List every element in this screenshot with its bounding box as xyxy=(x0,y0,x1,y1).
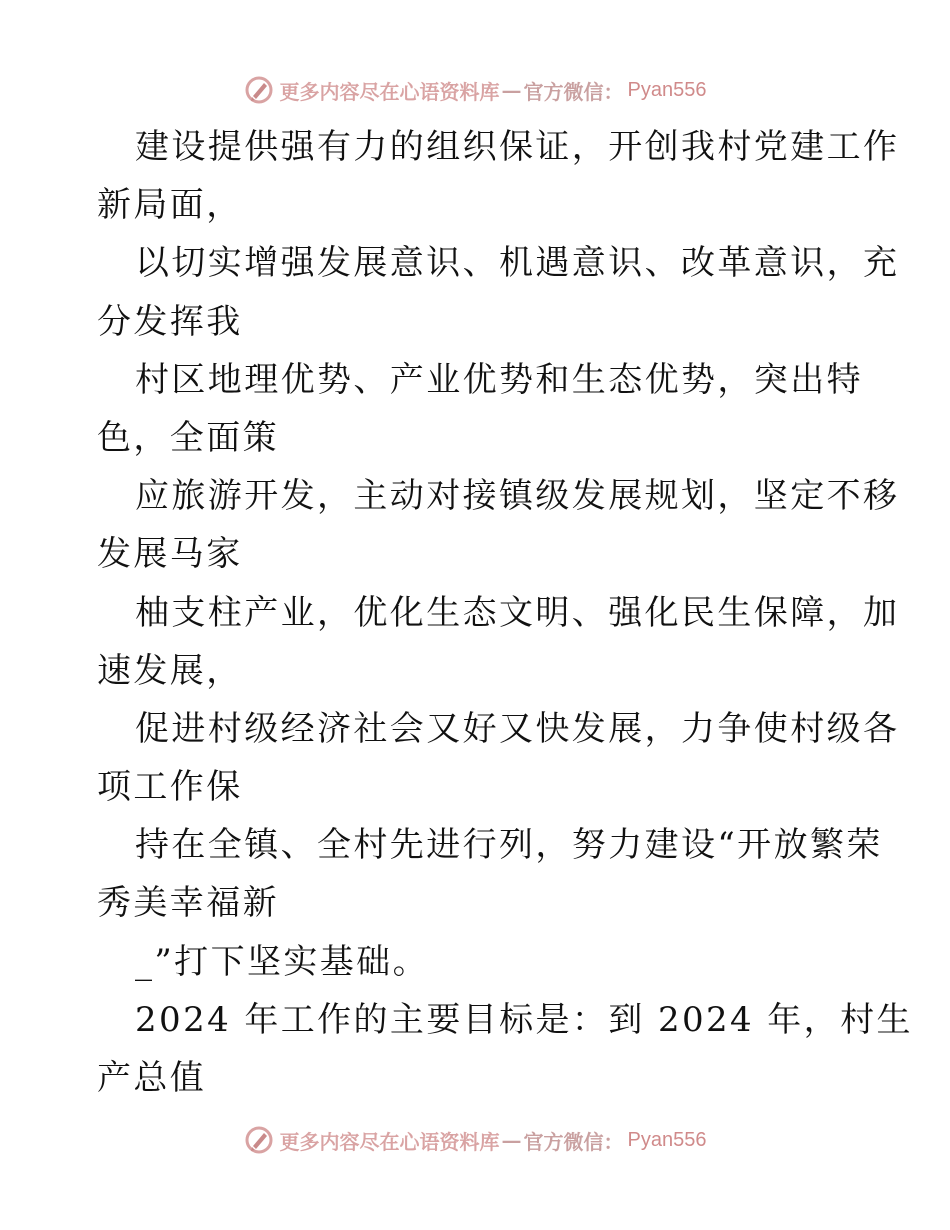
body-line: 应旅游开发，主动对接镇级发展规划，坚定不移 xyxy=(135,476,900,517)
body-line: 秀美幸福新 xyxy=(97,883,279,924)
body-line: 柚支柱产业，优化生态文明、强化民生保障，加 xyxy=(135,592,900,633)
body-line: 促进村级经济社会又好又快发展，力争使村级各 xyxy=(135,708,900,749)
body-line: 持在全镇、全村先进行列，努力建设“开放繁荣 xyxy=(135,825,883,866)
brand-logo-icon xyxy=(244,1125,274,1155)
body-line: 建设提供强有力的组织保证，开创我村党建工作 xyxy=(135,127,900,167)
watermark-main-text: 更多内容尽在心语资料库 xyxy=(279,1129,500,1154)
footer-watermark xyxy=(0,1120,950,1160)
body-line: 产总值 xyxy=(97,1058,207,1098)
body-line: 色，全面策 xyxy=(97,417,279,458)
watermark-dash: — xyxy=(501,1128,522,1152)
watermark-wechat-id: Pyan556 xyxy=(627,1128,707,1151)
body-line: _”打下坚实基础。 xyxy=(135,941,429,982)
watermark-dash: — xyxy=(501,78,522,102)
body-line: 新局面， xyxy=(97,185,243,226)
body-line: 分发挥我 xyxy=(97,301,243,342)
body-line: 项工作保 xyxy=(97,767,243,808)
brand-logo-icon xyxy=(244,75,274,105)
watermark-label: 官方微信： xyxy=(523,79,624,104)
document-body xyxy=(97,118,913,1107)
watermark-wechat-id: Pyan556 xyxy=(627,78,707,101)
watermark-label: 官方微信： xyxy=(523,1129,624,1154)
header-watermark xyxy=(0,70,950,110)
body-line: 2024 年工作的主要目标是：到 2024 年，村生 xyxy=(135,999,913,1040)
body-line: 以切实增强发展意识、机遇意识、改革意识，充 xyxy=(135,243,900,284)
watermark-main-text: 更多内容尽在心语资料库 xyxy=(279,79,500,104)
body-line: 发展马家 xyxy=(97,534,243,575)
body-line: 村区地理优势、产业优势和生态优势，突出特 xyxy=(135,359,863,400)
body-line: 速发展， xyxy=(97,650,243,691)
